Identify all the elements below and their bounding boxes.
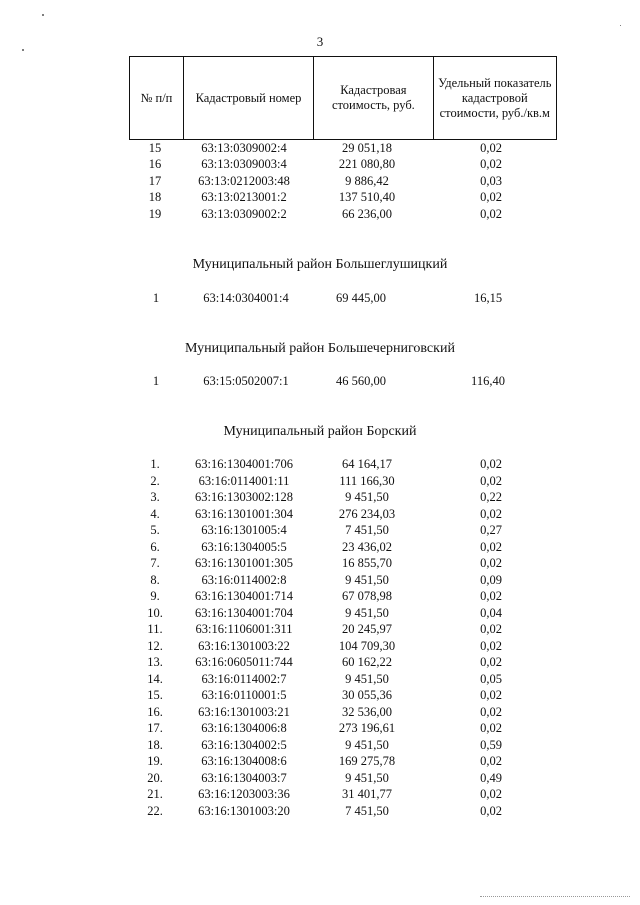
specific-cost-rate: 0,02 (480, 589, 502, 603)
cadastral-number: 63:16:1301003:22 (198, 638, 290, 653)
row-number: 7. (150, 556, 160, 570)
table-row (0, 720, 640, 736)
row-number: 14. (147, 671, 163, 686)
header-kad: Кадастровый номер (183, 57, 313, 140)
header-num: № п/п (130, 57, 184, 140)
cadastral-cost: 221 080,80 (338, 157, 396, 172)
table-row (0, 704, 640, 720)
row-number: 17. (147, 721, 163, 735)
cadastral-cost: 29 051,18 (342, 141, 392, 155)
cadastral-number: 63:16:1301005:4 (201, 523, 287, 537)
specific-cost-rate: 0,02 (480, 754, 502, 768)
cadastral-cost: 60 162,22 (342, 655, 392, 669)
table-row (0, 803, 640, 819)
cadastral-cost: 31 401,77 (342, 787, 392, 801)
specific-cost-rate: 0,02 (480, 803, 502, 818)
cadastral-cost: 46 560,00 (336, 374, 386, 388)
table-row (0, 555, 640, 571)
specific-cost-rate: 0,02 (480, 638, 502, 653)
cadastral-number: 63:13:0309002:2 (201, 206, 287, 221)
row-number: 19. (147, 754, 163, 768)
scan-edge-mark (480, 896, 630, 897)
table-row (0, 456, 640, 472)
table-row (0, 687, 640, 703)
cadastral-number: 63:16:1304005:5 (201, 539, 287, 554)
section-title: Муниципальный район Большечерниговский (185, 341, 455, 356)
cadastral-number: 63:16:1301003:21 (198, 704, 290, 719)
specific-cost-rate: 0,02 (480, 704, 502, 719)
specific-cost-rate: 0,02 (480, 622, 502, 636)
cadastral-number: 63:13:0309003:4 (201, 157, 287, 172)
table-row (0, 638, 640, 654)
specific-cost-rate: 0,02 (480, 157, 502, 172)
cadastral-cost: 32 536,00 (342, 704, 392, 719)
specific-cost-rate: 0,02 (480, 190, 502, 205)
specific-cost-rate: 0,02 (480, 206, 502, 221)
cadastral-cost: 66 236,00 (342, 206, 392, 221)
table-row (0, 140, 640, 156)
specific-cost-rate: 0,02 (480, 787, 502, 801)
row-number: 15. (147, 688, 163, 702)
cadastral-number: 63:15:0502007:1 (203, 374, 289, 388)
row-number: 9. (150, 589, 160, 603)
table-row (0, 173, 640, 189)
table-row (0, 753, 640, 769)
specific-cost-rate: 0,02 (480, 457, 502, 471)
cadastral-number: 63:16:1304006:8 (201, 721, 287, 735)
row-number: 1. (150, 457, 160, 471)
row-number: 2. (150, 473, 160, 488)
cadastral-cost: 7 451,50 (345, 523, 389, 537)
table-row (0, 189, 640, 205)
specific-cost-rate: 0,02 (480, 655, 502, 669)
cadastral-number: 63:16:1301001:305 (195, 556, 293, 570)
cadastral-cost: 23 436,02 (342, 539, 392, 554)
row-number: 12. (147, 638, 163, 653)
cadastral-number: 63:16:1301003:20 (198, 803, 290, 818)
cadastral-number: 63:16:1304002:5 (201, 737, 287, 752)
cadastral-cost: 9 451,50 (345, 572, 389, 587)
row-number: 8. (150, 572, 160, 587)
specific-cost-rate: 0,49 (480, 770, 502, 785)
table-row (0, 473, 640, 489)
specific-cost-rate: 0,02 (480, 721, 502, 735)
specific-cost-rate: 0,09 (480, 572, 502, 587)
cadastral-cost: 9 451,50 (345, 490, 389, 504)
specific-cost-rate: 0,02 (480, 556, 502, 570)
row-number: 16. (147, 704, 163, 719)
specific-cost-rate: 0,02 (480, 473, 502, 488)
row-number: 10. (147, 605, 163, 620)
table-row (0, 156, 640, 172)
row-number: 21. (147, 787, 163, 801)
table-row (0, 206, 640, 222)
cadastral-cost: 273 196,61 (338, 721, 396, 735)
cadastral-cost: 16 855,70 (342, 556, 392, 570)
table-row (0, 621, 640, 637)
cadastral-number: 63:16:0114002:7 (201, 671, 287, 686)
row-number: 6. (150, 539, 160, 554)
row-number: 22. (147, 803, 163, 818)
table-row (0, 654, 640, 670)
scan-speck (620, 25, 621, 26)
cadastral-cost: 169 275,78 (338, 754, 396, 768)
cadastral-number: 63:14:0304001:4 (203, 291, 289, 305)
cadastral-cost: 7 451,50 (345, 803, 389, 818)
row-number: 17 (148, 173, 162, 188)
cadastral-cost: 69 445,00 (336, 291, 386, 305)
row-number: 5. (150, 523, 160, 537)
cadastral-number: 63:13:0309002:4 (201, 141, 287, 155)
specific-cost-rate: 0,03 (480, 173, 502, 188)
specific-cost-rate: 116,40 (471, 374, 505, 388)
cadastral-number: 63:13:0212003:48 (198, 173, 290, 188)
scan-speck (42, 14, 44, 16)
table-row (0, 737, 640, 753)
cadastral-cost: 137 510,40 (338, 190, 396, 205)
table-row (0, 770, 640, 786)
specific-cost-rate: 0,27 (480, 523, 502, 537)
specific-cost-rate: 0,02 (480, 539, 502, 554)
cadastral-number: 63:16:0110001:5 (201, 688, 287, 702)
cadastral-number: 63:16:0114002:8 (201, 572, 287, 587)
row-number: 20. (147, 770, 163, 785)
cadastral-cost: 9 451,50 (345, 671, 389, 686)
row-number: 3. (150, 490, 160, 504)
specific-cost-rate: 0,02 (480, 688, 502, 702)
cadastral-number: 63:16:1303002:128 (195, 490, 293, 504)
cadastral-number: 63:16:1301001:304 (195, 506, 293, 521)
row-number: 18 (148, 190, 162, 205)
cadastral-cost: 276 234,03 (338, 506, 396, 521)
table-row (0, 539, 640, 555)
specific-cost-rate: 0,02 (480, 141, 502, 155)
cadastral-cost: 64 164,17 (342, 457, 392, 471)
specific-cost-rate: 0,59 (480, 737, 502, 752)
cadastral-cost: 9 451,50 (345, 605, 389, 620)
specific-cost-rate: 0,22 (480, 490, 502, 504)
table-row (0, 290, 640, 306)
table-row (0, 373, 640, 389)
cadastral-number: 63:16:1304008:6 (201, 754, 287, 768)
cadastral-number: 63:16:1304001:704 (195, 605, 293, 620)
cadastral-cost: 9 451,50 (345, 770, 389, 785)
row-number: 1 (152, 374, 160, 388)
cadastral-cost: 20 245,97 (342, 622, 392, 636)
header-cost: Кадастровая стоимость, руб. (314, 57, 434, 140)
table-header (129, 56, 557, 140)
cadastral-number: 63:16:1203003:36 (198, 787, 290, 801)
specific-cost-rate: 0,04 (480, 605, 502, 620)
table-row (0, 588, 640, 604)
table-row (0, 786, 640, 802)
section-title: Муниципальный район Борский (223, 424, 417, 439)
cadastral-cost: 30 055,36 (342, 688, 392, 702)
row-number: 13. (147, 655, 163, 669)
page-number: 3 (316, 34, 324, 49)
cadastral-cost: 104 709,30 (338, 638, 396, 653)
table-row (0, 605, 640, 621)
table-row (0, 572, 640, 588)
specific-cost-rate: 16,15 (473, 291, 503, 305)
cadastral-number: 63:13:0213001:2 (201, 190, 287, 205)
table-row (0, 489, 640, 505)
table-row (0, 522, 640, 538)
row-number: 4. (150, 506, 160, 521)
cadastral-number: 63:16:1304001:714 (195, 589, 293, 603)
cadastral-cost: 67 078,98 (342, 589, 392, 603)
specific-cost-rate: 0,02 (480, 506, 502, 521)
row-number: 18. (147, 737, 163, 752)
cadastral-number: 63:16:1106001:311 (195, 622, 293, 636)
specific-cost-rate: 0,05 (480, 671, 502, 686)
section-title: Муниципальный район Большеглушицкий (192, 257, 448, 272)
cadastral-cost: 111 166,30 (339, 473, 395, 488)
cadastral-cost: 9 451,50 (345, 737, 389, 752)
row-number: 11. (147, 622, 163, 636)
row-number: 16 (148, 157, 162, 172)
cadastral-number: 63:16:1304001:706 (195, 457, 293, 471)
cadastral-cost: 9 886,42 (345, 173, 389, 188)
table-row (0, 506, 640, 522)
row-number: 19 (148, 206, 162, 221)
cadastral-number: 63:16:0605011:744 (195, 655, 293, 669)
row-number: 15 (148, 141, 162, 155)
table-row (0, 671, 640, 687)
cadastral-number: 63:16:1304003:7 (201, 770, 287, 785)
cadastral-number: 63:16:0114001:11 (198, 473, 290, 488)
header-rate: Удельный показатель кадастровой стоимости, руб./кв.м (433, 57, 556, 140)
row-number: 1 (152, 291, 160, 305)
